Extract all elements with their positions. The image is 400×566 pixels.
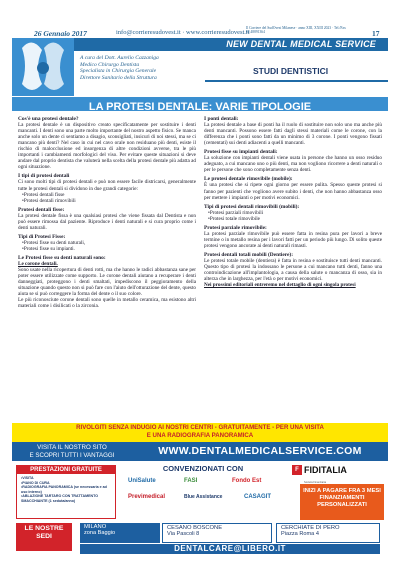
issue-date: 26 Gennaio 2017 [34, 29, 87, 38]
author-box [80, 55, 200, 81]
author-line: Medico Chirurgo Dentista [80, 61, 140, 68]
partner-logo: Fondo Est [232, 478, 262, 484]
article-paragraph: Ci sono molti tipi di protesi dentali e può non essere facile districarsi, generalmente tutte le protesi dentali si dividono in due grandi categorie: [18, 179, 196, 192]
bullet-item: • Protesi totale rimovibile [208, 216, 382, 222]
article-subheading: Le protesi dentale rimovibile (mobile): [204, 176, 293, 183]
section-title: STUDI DENTISTICI [253, 66, 329, 76]
free-services-title: PRESTAZIONI GRATUITE [17, 466, 115, 474]
location-cesano [162, 523, 272, 543]
bullet-item: • Protesi parziali rimovibili [208, 210, 382, 216]
fiditalia-mark-icon: F [292, 465, 302, 475]
article-subheading: I ponti dentali: [204, 116, 239, 122]
header-band-title: NEW DENTAL MEDICAL SERVICE [226, 39, 376, 49]
bullet-list [208, 210, 382, 222]
location-milano [80, 523, 160, 543]
promo-banner-line: RIVOLGITI SENZA INDUGIO AI NOSTRI CENTRI - GRATUITAMENTE - PER UNA VISITA [76, 424, 324, 431]
article-subheading: Protesi dentali fisse: [18, 206, 65, 213]
bullet-item: • Protesi fisse su impianti. [22, 246, 196, 252]
website-link[interactable]: WWW.DENTALMEDICALSERVICE.COM [132, 442, 388, 461]
partner-logos [124, 476, 284, 516]
location-name: CERCHIATE DI PERO [281, 525, 340, 531]
page-number: 17 [372, 29, 380, 38]
article-subheading: Protesi parziale rimovibile: [204, 224, 267, 231]
location-address: Via Pascoli 8 [167, 531, 200, 538]
article-title: LA PROTESI DENTALE: VARIE TIPOLOGIE [88, 101, 312, 113]
partner-logo: Previmedical [128, 494, 166, 500]
location-name: MILANO [84, 524, 107, 530]
free-services-box [16, 465, 116, 519]
location-cerchiate [276, 523, 380, 543]
fiditalia-name: FIDITALIA [304, 465, 347, 475]
article-highlight: Le corone dentali. [18, 261, 58, 268]
visit-site-box [12, 442, 132, 461]
financing-promo: INIZI A PAGARE FRA 3 MESI FINANZIAMENTI PERSONALIZZATI [300, 484, 384, 520]
location-area: zona Baggio [84, 530, 116, 537]
article-paragraph: La protesi dentale fissa è una qualsiasi protesi che viene fissata dal Dentista e non può essere rimossa dal paziente. Riproduce i denti naturali e si cura proprio come i denti naturali. [18, 212, 196, 231]
article-paragraph: Le più riconosciute corone dentali sono quelle in metallo ceramica, ma esistono altri materiali come i disilicati o la zirconia. [18, 297, 196, 310]
promo-banner [12, 423, 388, 442]
article-subheading: Protesi dentali totali mobili (Dentiere): [204, 251, 294, 258]
partners-title: CONVENZIONATI CON [162, 464, 244, 473]
article-paragraph: La protesi dentale a base di ponti ha il ruolo di sostituire non solo uno ma anche più denti mancanti. Possono essere fatti dagli stessi materiali come le corone, con la differenza che i ponti sono fatti da un minimo di 3 corone. I ponti vengono fissati (cementati) sui denti adiacenti a quelli mancanti. [204, 122, 382, 147]
promo-banner-line: E UNA RADIOGRAFIA PANORAMICA [146, 432, 254, 440]
free-services-list [17, 474, 115, 506]
locations-label: LE NOSTRE SEDI [16, 523, 72, 551]
location-address: Piazza Roma 4 [281, 531, 319, 538]
free-service-item: • RADIOGRAFIA PANORAMICA (se necessaria e ad uso interno) [21, 485, 111, 494]
article-subheading: Le Protesi fisse su denti naturali sono: [18, 254, 106, 261]
location-name: CESANO BOSCONE [167, 525, 223, 531]
article-paragraph: Sono usate nella ricopertura di denti rotti, ma che hanno le radici abbastanza sane per poter essere utilizzate come supporto. Le corone dentali aiutano a recuperare i denti danneggiati, proteggono i denti smaltati, impediscono il peggioramento della situazione quando questo non si può fare con l'aiuto dell'otturazione del dente, questo aiuta se si può correggere la forma del dente o il suo colore. [18, 267, 196, 298]
partner-logo: CASAGIT [244, 494, 271, 500]
masthead-info: Il Corriere del SudOvest Milanese · anno XIII, XXIII 2023 · Tel./Fax 02.48891364 [246, 26, 346, 35]
free-service-item: • VISITA [21, 476, 111, 481]
partner-logo: Blue Assistance [184, 494, 223, 500]
article-column-right [204, 116, 382, 288]
author-line: A cura del Dott. Aurelio Cazzaniga [80, 55, 159, 61]
article-paragraph: È una protesi che si ripete ogni giorno per essere pulita. Spesso queste protesi si fanno per pazienti che vogliono avere subito i denti, che non hanno abbastanza osso per mettere i impianti o per motivi economici. [204, 182, 382, 201]
article-subheading: Protesi fisse su impianti dentali: [204, 149, 278, 156]
main-title-band [12, 97, 388, 111]
fiditalia-logo [292, 463, 384, 484]
article-subheading: I tipi di protesi dentali [18, 173, 70, 180]
article-column-left [18, 116, 196, 309]
author-line: Specialista in Chirurgia Generale [80, 68, 157, 75]
visit-line: VISITA IL NOSTRO SITO [37, 444, 107, 451]
fiditalia-sub: Società Finanziaria [304, 481, 327, 484]
author-line: Direttore Sanitario della Struttura [80, 74, 157, 81]
bullet-item: • Protesi dentali fisse [22, 192, 196, 198]
bullet-list [22, 240, 196, 252]
bullet-item: • Protesi fisse su denti naturali, [22, 240, 196, 246]
article-subheading: Cos'è una protesi dentale? [18, 116, 79, 122]
partner-logo: FASI [184, 478, 198, 484]
article-paragraph: La protesi parziale rimovibile può essere fatta in resina pura per lavori a breve termine o in metallo resina per i lavori fatti per un periodo più lungo. Di solito queste protesi vengono ancorate ai denti naturali rimasti. [204, 230, 382, 249]
article-paragraph: Le protesi totale mobile (dentiera) è fatta in resina e sostituisce tutti denti mancanti. Questo tipo di protesi la indossano le persone a cui mancano tutti denti, fanno una controindicazione all'implantologia, a causa della salute o mancanza di osso, sia in alterza che in larghezza, per l'età o per motivi economici. [204, 257, 382, 283]
article-highlight: Nei prossimi editoriali entreremo nel dettaglio di ogni singola protesi [204, 282, 356, 289]
free-service-item: • PIANO DI CURA [21, 481, 111, 486]
free-service-item: • ABLAZIONE TARTARO CON TRATTAMENTO SMACCHIANTE (1 seduta/anno) [21, 494, 111, 503]
article-subheading: Tipi di Protesi Fisse: [18, 233, 66, 240]
visit-line: E SCOPRI TUTTI I VANTAGGI [29, 451, 115, 459]
article-paragraph: La soluzione con impianti dentali viene usata in persone che hanno un osso residuo adeguato, a cui mancano uno o più denti, ma non vogliono ricorrere a denti naturali o per le persone che sono completamente senza denti. [204, 155, 382, 174]
article-subheading: Tipi di protesi dentali rimovibili (mobili): [204, 203, 300, 210]
article-paragraph: La protesi dentale è un dispositivo creato specificatamente per sostituire i denti mancanti. I denti sono una parte molto importante del nostro aspetto fisico. Se manca anche solo un dente ci sentiamo a disagio, sconsigliati, insicuri di noi stessi, ma se ci mancano più denti? Nel caso in cui nel cavo orale non residuano più denti, esiste il rischio di malocclusione ed insorgenza di altre condizioni avverse, tra le più importanti i cambiamenti morfologici del viso. Per evitare queste situazioni si deve andare dal proprio dentista che valuterà nella scelta della protesi dentale più adatta ad ogni situazione. [18, 122, 196, 171]
partner-logo: UniSalute [128, 478, 156, 484]
bullet-item: • Protesi dentali rimovibili [22, 198, 196, 204]
dms-logo-icon [12, 38, 74, 96]
bullet-list [22, 192, 196, 204]
section-divider [205, 80, 388, 82]
email-link[interactable]: DENTALCARE@LIBERO.IT [80, 544, 380, 554]
header-contacts: info@corrieresudovest.it · www.corrieresudovest.it [116, 29, 250, 36]
